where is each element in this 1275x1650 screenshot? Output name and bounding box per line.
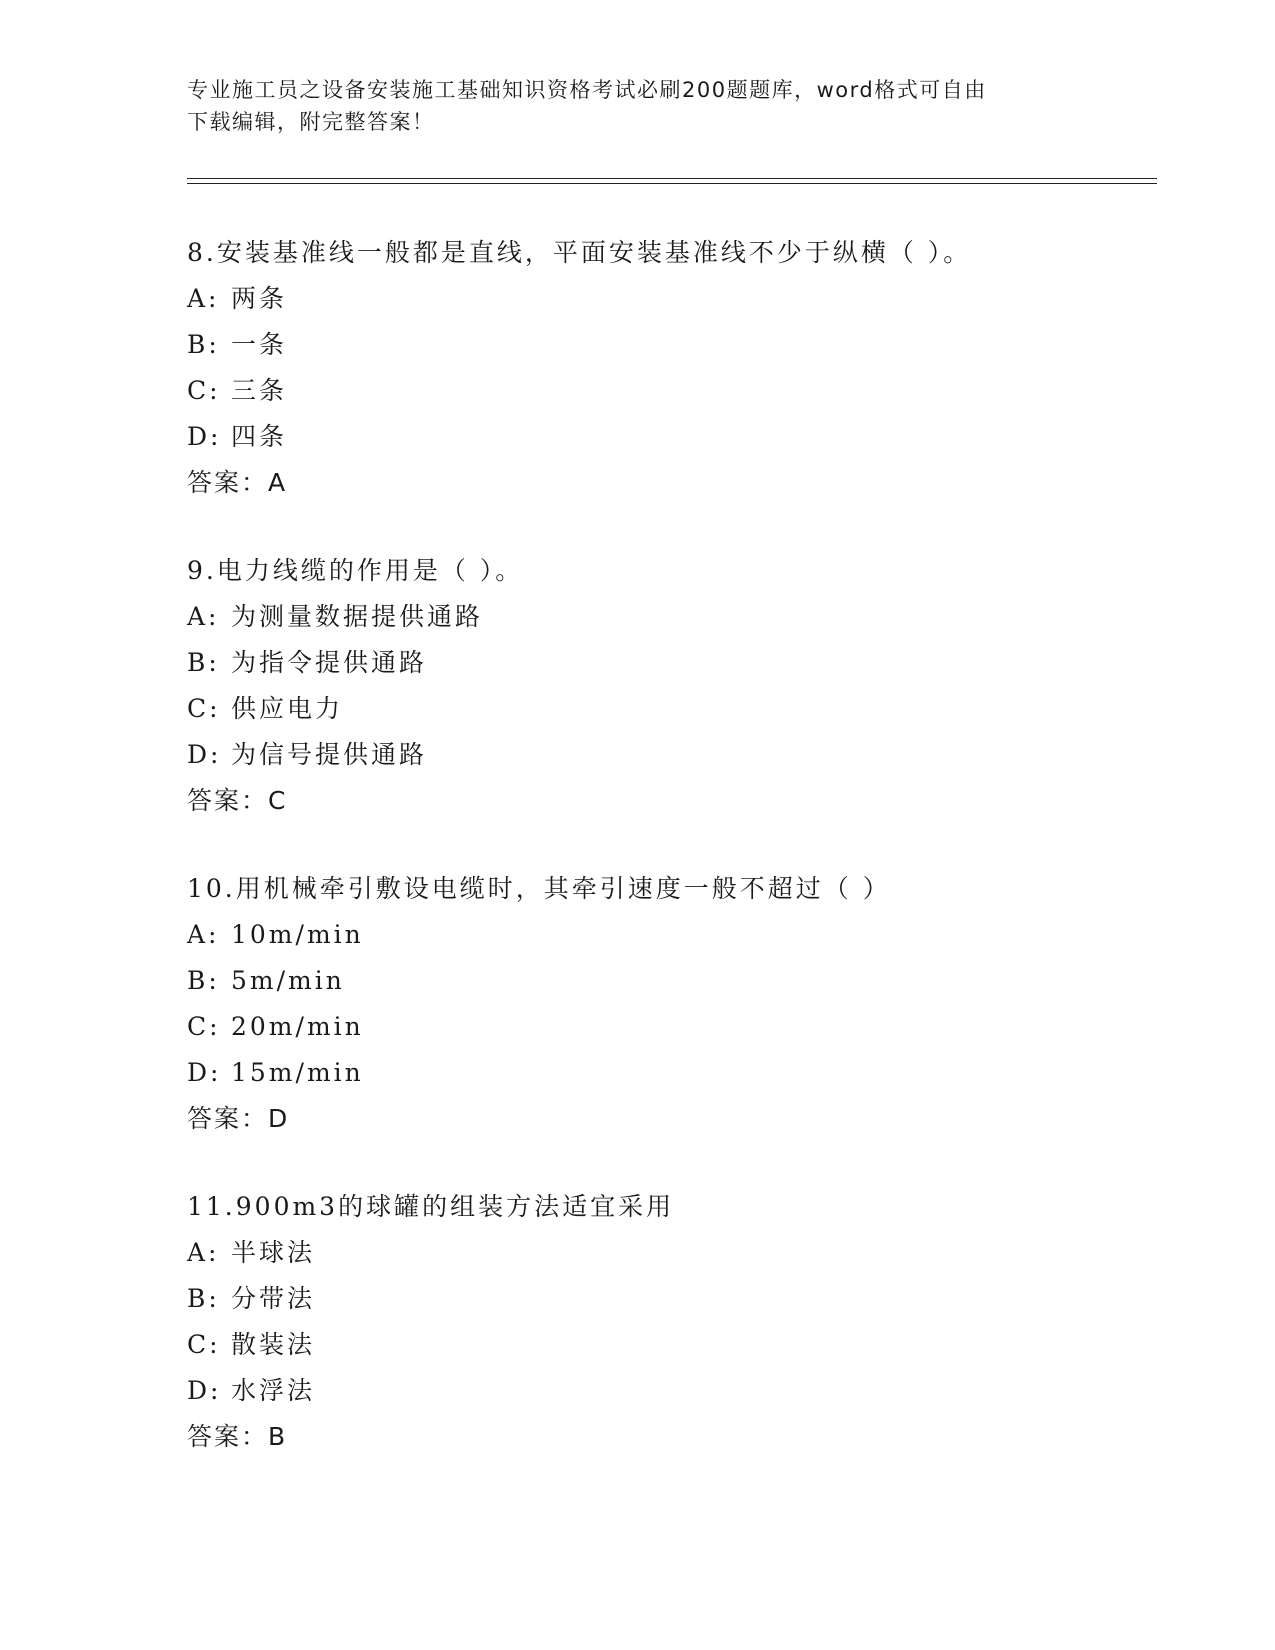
option-b xyxy=(187,1276,1187,1322)
option-label: D: xyxy=(187,1058,222,1087)
question-8 xyxy=(187,230,1187,506)
option-label: A: xyxy=(187,602,220,631)
option-label: D: xyxy=(187,1376,222,1405)
option-text: 水浮法 xyxy=(231,1376,316,1405)
question-text: 10.用机械牵引敷设电缆时，其牵引速度一般不超过（ ） xyxy=(187,874,891,903)
option-a xyxy=(187,912,1187,958)
option-text: 为指令提供通路 xyxy=(231,648,428,677)
question-text: 8.安装基准线一般都是直线，平面安装基准线不少于纵横（ ）。 xyxy=(187,238,972,267)
option-label: C: xyxy=(187,376,221,405)
option-label: C: xyxy=(187,694,221,723)
question-9 xyxy=(187,548,1187,824)
option-label: B: xyxy=(187,966,220,995)
header-line-2: 下载编辑，附完整答案！ xyxy=(187,110,435,134)
option-label: A: xyxy=(187,1238,220,1267)
option-label: D: xyxy=(187,740,222,769)
option-text: 为测量数据提供通路 xyxy=(231,602,484,631)
option-label: C: xyxy=(187,1012,221,1041)
option-label: A: xyxy=(187,920,220,949)
option-a xyxy=(187,276,1187,322)
option-c xyxy=(187,686,1187,732)
option-a xyxy=(187,1230,1187,1276)
option-d xyxy=(187,414,1187,460)
option-text: 20m/min xyxy=(231,1012,364,1041)
question-text: 11.900m3的球罐的组装方法适宜采用 xyxy=(187,1192,675,1221)
option-label: C: xyxy=(187,1330,221,1359)
question-11 xyxy=(187,1184,1187,1460)
option-c xyxy=(187,1004,1187,1050)
option-b xyxy=(187,958,1187,1004)
option-d xyxy=(187,1050,1187,1096)
option-text: 15m/min xyxy=(231,1058,364,1087)
option-text: 10m/min xyxy=(231,920,364,949)
option-label: A: xyxy=(187,284,220,313)
option-label: B: xyxy=(187,330,220,359)
option-c xyxy=(187,368,1187,414)
option-text: 四条 xyxy=(231,422,288,451)
option-b xyxy=(187,322,1187,368)
option-text: 两条 xyxy=(231,284,288,313)
answer: 答案：D xyxy=(187,1104,290,1133)
option-text: 散装法 xyxy=(231,1330,316,1359)
header-divider-top xyxy=(187,178,1157,179)
answer: 答案：B xyxy=(187,1422,288,1451)
option-text: 三条 xyxy=(231,376,288,405)
option-a xyxy=(187,594,1187,640)
option-text: 供应电力 xyxy=(231,694,344,723)
option-text: 分带法 xyxy=(231,1284,316,1313)
header-divider-bottom xyxy=(187,183,1157,184)
option-label: D: xyxy=(187,422,222,451)
question-text: 9.电力线缆的作用是（ ）。 xyxy=(187,556,524,585)
option-b xyxy=(187,640,1187,686)
question-10 xyxy=(187,866,1187,1142)
option-c xyxy=(187,1322,1187,1368)
answer: 答案：A xyxy=(187,468,288,497)
option-text: 为信号提供通路 xyxy=(231,740,428,769)
header-line-1: 专业施工员之设备安装施工基础知识资格考试必刷200题题库，word格式可自由 xyxy=(187,78,987,102)
option-text: 5m/min xyxy=(231,966,345,995)
option-label: B: xyxy=(187,1284,220,1313)
document-header xyxy=(187,74,1087,138)
option-label: B: xyxy=(187,648,220,677)
option-d xyxy=(187,732,1187,778)
option-text: 半球法 xyxy=(231,1238,316,1267)
answer: 答案：C xyxy=(187,786,288,815)
option-d xyxy=(187,1368,1187,1414)
option-text: 一条 xyxy=(231,330,288,359)
